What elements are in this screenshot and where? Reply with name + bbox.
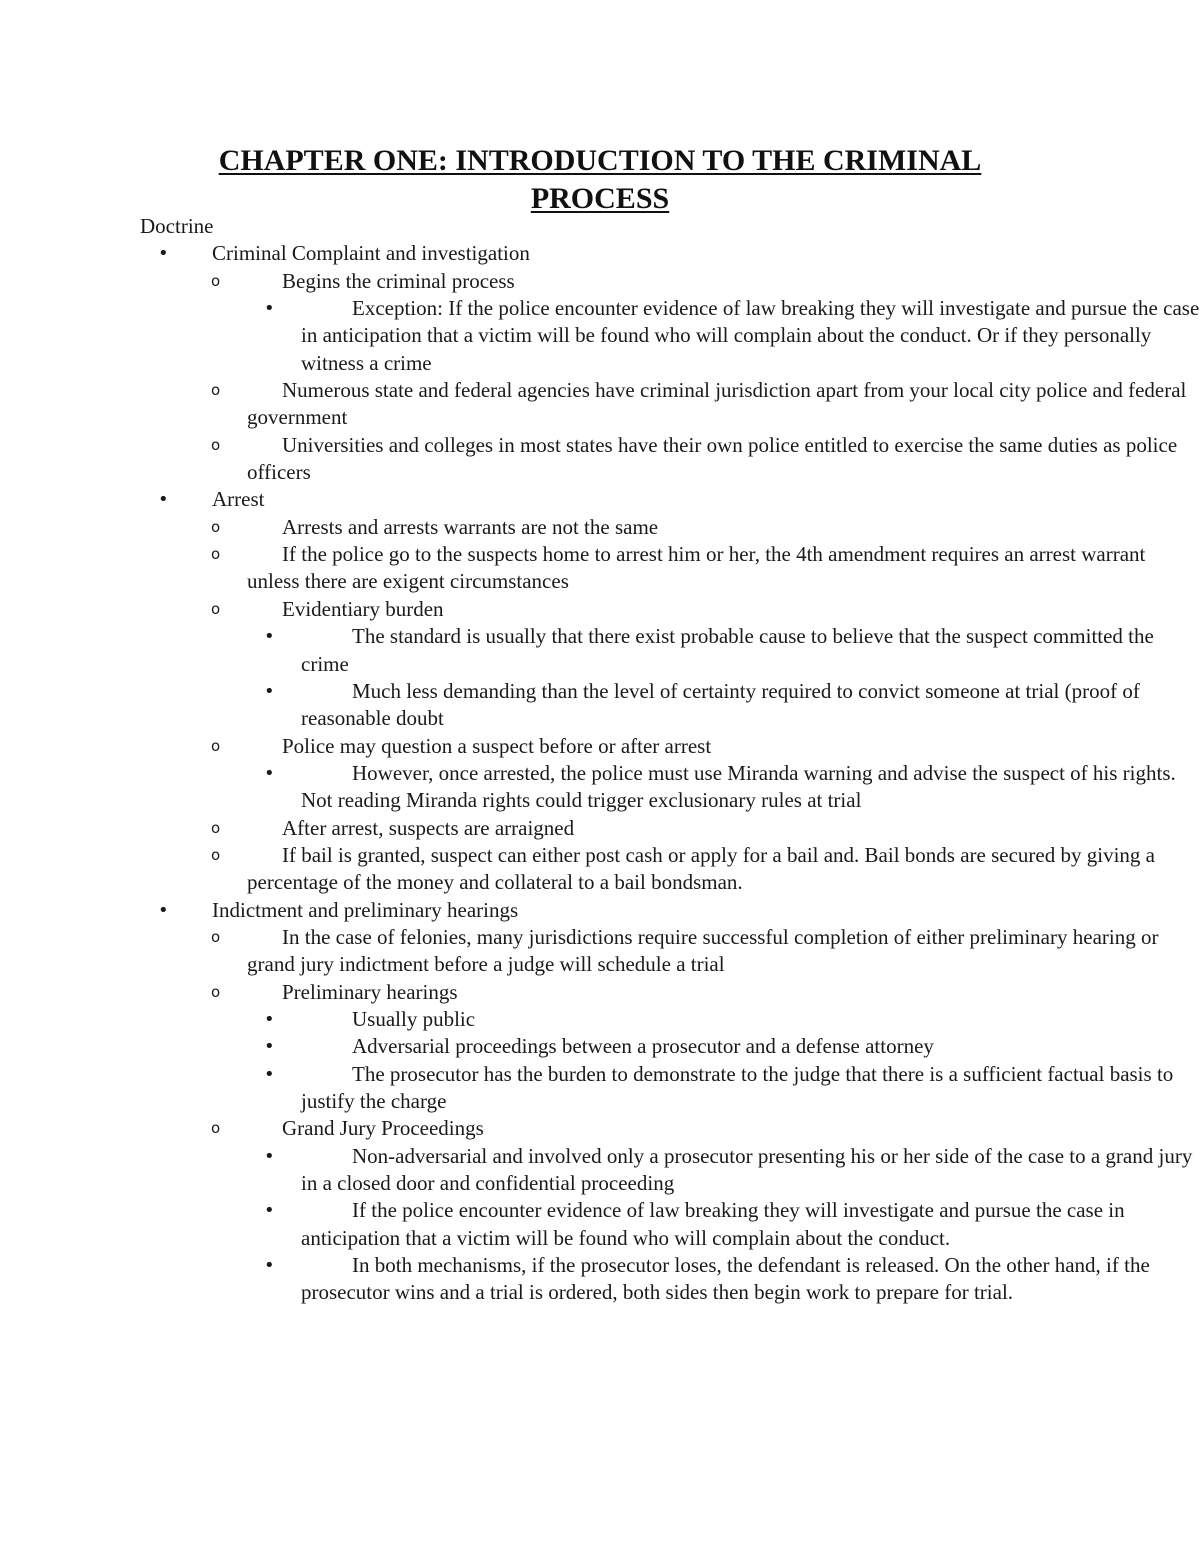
circle-bullet-icon: o xyxy=(211,736,221,755)
subitem-text: Usually public xyxy=(352,1006,476,1031)
bullet-icon: • xyxy=(264,680,275,702)
bullet-icon: • xyxy=(264,298,275,320)
outline-list xyxy=(0,240,1200,1306)
subitem-text: If the police encounter evidence of law breaking they will investigate and pursue the case in anticipation that a victim will be found who will complain about the conduct. xyxy=(301,1198,1125,1250)
circle-bullet-icon: o xyxy=(211,599,221,618)
outline-subitem xyxy=(0,623,1200,678)
bullet-icon: • xyxy=(264,1255,275,1277)
circle-bullet-icon: o xyxy=(211,982,221,1001)
section-label: Criminal Complaint and investigation xyxy=(212,241,530,266)
outline-item xyxy=(0,541,1200,596)
item-text: In the case of felonies, many jurisdictions require successful completion of either preliminary hearing or grand jury indictment before a judge will schedule a trial xyxy=(247,924,1159,977)
outline-item xyxy=(0,842,1200,897)
item-text: Evidentiary burden xyxy=(282,596,444,621)
subitem-text: However, once arrested, the police must use Miranda warning and advise the suspect of his rights. Not reading Miranda rights could trigger exclusionary rules at trial xyxy=(301,760,1176,813)
section-label: Arrest xyxy=(212,487,265,512)
item-text: Numerous state and federal agencies have criminal jurisdiction apart from your local city police and federal government xyxy=(247,378,1187,430)
bullet-icon: • xyxy=(158,489,169,511)
outline-subitem xyxy=(0,1006,1200,1033)
circle-bullet-icon: o xyxy=(211,927,221,946)
outline-subitem xyxy=(0,678,1200,733)
circle-bullet-icon: o xyxy=(211,271,221,290)
outline-item xyxy=(0,377,1200,432)
outline-subitem xyxy=(0,295,1200,377)
outline-item xyxy=(0,514,1200,541)
outline-item xyxy=(0,733,1200,760)
item-text: If bail is granted, suspect can either post cash or apply for a bail and. Bail bonds are secured by giving a percentage of the money and collateral to a bail bondsman. xyxy=(247,842,1155,895)
subitem-text: In both mechanisms, if the prosecutor loses, the defendant is released. On the other hand, if the prosecutor wins and a trial is ordered, both sides then begin work to prepare for trial. xyxy=(301,1253,1150,1305)
bullet-icon: • xyxy=(264,1145,275,1167)
item-text: After arrest, suspects are arraigned xyxy=(282,815,575,840)
circle-bullet-icon: o xyxy=(211,1119,221,1138)
circle-bullet-icon: o xyxy=(211,435,221,454)
outline-subitem xyxy=(0,760,1200,815)
outline-item xyxy=(0,924,1200,979)
bullet-icon: • xyxy=(158,899,169,921)
outline-section xyxy=(0,240,1200,267)
outline-subitem xyxy=(0,1252,1200,1307)
circle-bullet-icon: o xyxy=(211,517,221,536)
item-text: Arrests and arrests warrants are not the same xyxy=(282,514,659,539)
outline-subitem xyxy=(0,1033,1200,1060)
outline-item xyxy=(0,1115,1200,1142)
bullet-icon: • xyxy=(264,626,275,648)
bullet-icon: • xyxy=(264,1200,275,1222)
subitem-text: The standard is usually that there exist probable cause to believe that the suspect committed the crime xyxy=(301,624,1154,676)
subitem-text: Much less demanding than the level of certainty required to convict someone at trial (proof of reasonable doubt xyxy=(301,678,1140,731)
item-text: Preliminary hearings xyxy=(282,979,458,1004)
outline-subitem xyxy=(0,1197,1200,1252)
outline-item xyxy=(0,815,1200,842)
subitem-text: Exception: If the police encounter evidence of law breaking they will investigate and pursue the case in anticipation that a victim will be found who will complain about the conduct. Or if they personally witness a crime xyxy=(301,296,1200,375)
outline-item xyxy=(0,596,1200,623)
circle-bullet-icon: o xyxy=(211,845,221,864)
circle-bullet-icon: o xyxy=(211,381,221,400)
outline-section xyxy=(0,486,1200,513)
subitem-text: The prosecutor has the burden to demonstrate to the judge that there is a sufficient factual basis to justify the charge xyxy=(301,1061,1174,1113)
item-text: Begins the criminal process xyxy=(282,268,515,293)
bullet-icon: • xyxy=(264,1063,275,1085)
circle-bullet-icon: o xyxy=(211,545,221,564)
outline-item xyxy=(0,268,1200,295)
bullet-icon: • xyxy=(264,762,275,784)
item-text: Grand Jury Proceedings xyxy=(282,1116,484,1141)
circle-bullet-icon: o xyxy=(211,818,221,837)
outline-item xyxy=(0,432,1200,487)
chapter-title: CHAPTER ONE: INTRODUCTION TO THE CRIMINAL PROCESS xyxy=(218,144,982,215)
outline-section xyxy=(0,897,1200,924)
document-body xyxy=(0,213,1200,1307)
outline-subitem xyxy=(0,1061,1200,1116)
subitem-text: Adversarial proceedings between a prosecutor and a defense attorney xyxy=(352,1034,934,1059)
outline-item xyxy=(0,979,1200,1006)
item-text: Police may question a suspect before or after arrest xyxy=(282,733,712,758)
section-label: Indictment and preliminary hearings xyxy=(212,897,519,922)
item-text: Universities and colleges in most states have their own police entitled to exercise the same duties as police officers xyxy=(247,432,1178,485)
section-heading: Doctrine xyxy=(140,214,214,238)
bullet-icon: • xyxy=(158,243,169,265)
subitem-text: Non-adversarial and involved only a prosecutor presenting his or her side of the case to a grand jury in a closed door and confidential proceeding xyxy=(301,1143,1193,1196)
bullet-icon: • xyxy=(264,1008,275,1030)
outline-subitem xyxy=(0,1143,1200,1198)
bullet-icon: • xyxy=(264,1036,275,1058)
item-text: If the police go to the suspects home to arrest him or her, the 4th amendment requires an arrest warrant unless there are exigent circumstances xyxy=(247,542,1146,594)
